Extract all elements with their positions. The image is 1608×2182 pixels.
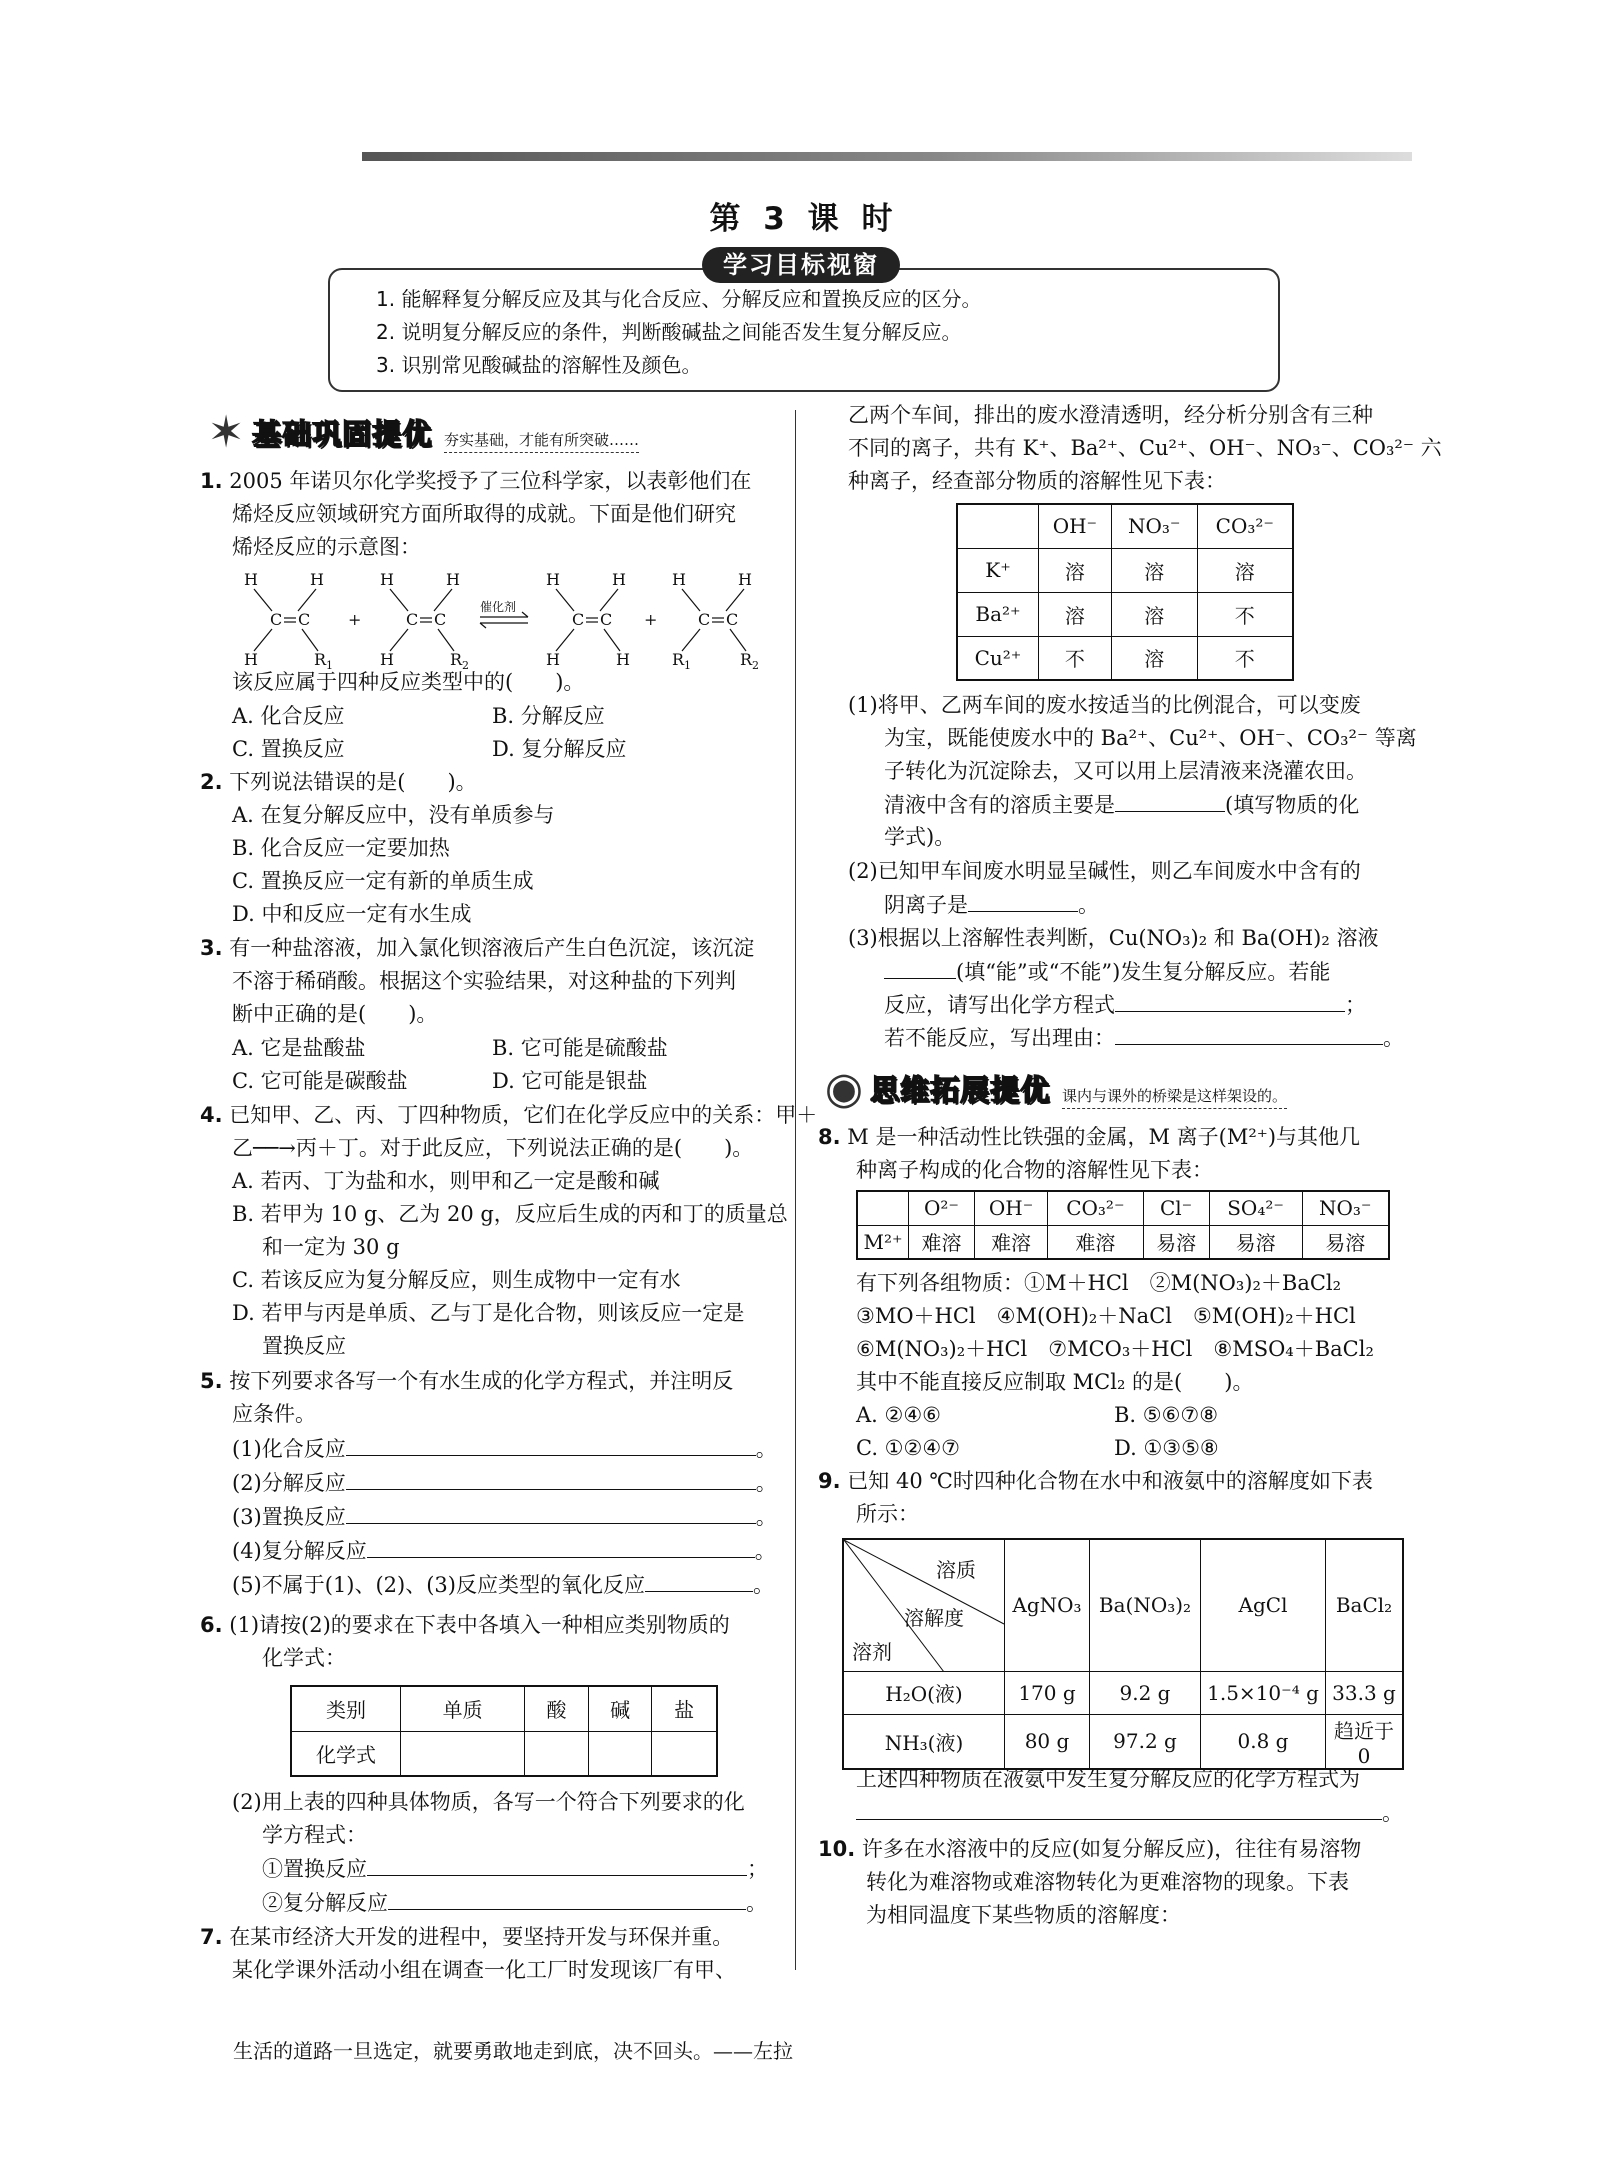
top-decorative-bar	[362, 152, 1412, 161]
svg-text:H: H	[546, 570, 560, 589]
answer-blank[interactable]	[1115, 789, 1225, 812]
table-cell: 难溶	[1048, 1225, 1143, 1259]
q4-option: 和一定为 30 g	[262, 1235, 400, 1259]
q10-text: 为相同温度下某些物质的溶解度：	[866, 1903, 1181, 1927]
punct: 。	[754, 1539, 776, 1563]
q1-stem: 该反应属于四种反应类型中的( )。	[232, 670, 585, 694]
answer-cell[interactable]	[588, 1731, 652, 1776]
answer-blank[interactable]	[346, 1501, 756, 1524]
corner-label: 溶质	[936, 1558, 976, 1582]
table-header: NO₃⁻	[1302, 1191, 1389, 1225]
q3-option: D. 它可能是银盐	[492, 1069, 648, 1093]
q4-text: 乙──→丙＋丁。对于此反应，下列说法正确的是( )。	[232, 1136, 754, 1160]
q7-ions: 不同的离子，共有 K⁺、Ba²⁺、Cu²⁺、OH⁻、NO₃⁻、CO₃²⁻ 六	[848, 436, 1442, 460]
svg-text:R: R	[672, 650, 685, 669]
q1-option: D. 复分解反应	[492, 737, 627, 761]
q4-option: A. 若丙、丁为盐和水，则甲和乙一定是酸和碱	[232, 1169, 660, 1193]
table-header: AgCl	[1201, 1539, 1326, 1671]
table-header	[857, 1191, 909, 1225]
goal-item: 1. 能解释复分解反应及其与化合反应、分解反应和置换反应的区分。	[376, 287, 982, 311]
svg-text:R: R	[314, 650, 327, 669]
svg-text:H: H	[616, 650, 630, 669]
answer-blank[interactable]	[1115, 989, 1345, 1012]
goal-item: 2. 说明复分解反应的条件，判断酸碱盐之间能否发生复分解反应。	[376, 320, 962, 344]
svg-text:+: +	[644, 610, 658, 629]
q7-text: 乙两个车间，排出的废水澄清透明，经分析分别含有三种	[848, 403, 1373, 427]
svg-text:H: H	[244, 570, 258, 589]
q7-text: 种离子，经查部分物质的溶解性见下表：	[848, 469, 1226, 493]
q2-option: A. 在复分解反应中，没有单质参与	[232, 803, 555, 827]
q8-text: 其中不能直接反应制取 MCl₂ 的是( )。	[856, 1370, 1254, 1394]
question-number: 5.	[200, 1369, 223, 1393]
q6-text: 化学式：	[262, 1646, 346, 1670]
table-cell: M²⁺	[857, 1225, 909, 1259]
table-cell: 趋近于 0	[1326, 1714, 1404, 1769]
q7-sub: 反应，请写出化学方程式	[884, 993, 1115, 1017]
q1-text: 2005 年诺贝尔化学奖授予了三位科学家，以表彰他们在	[229, 469, 752, 493]
svg-text:C: C	[572, 610, 585, 629]
table-cell: 溶	[1039, 592, 1112, 636]
q6-text: (2)用上表的四种具体物质，各写一个符合下列要求的化	[232, 1790, 745, 1814]
q7-sub: (填写物质的化	[1225, 793, 1360, 817]
punct: 。	[753, 1573, 774, 1597]
q4-option: D. 若甲与丙是单质、乙与丁是化合物，则该反应一定是	[232, 1301, 745, 1325]
table-cell: K⁺	[957, 548, 1039, 592]
answer-blank[interactable]	[884, 956, 956, 979]
svg-text:C: C	[298, 610, 311, 629]
olefin-reaction-diagram	[232, 565, 772, 670]
svg-text:H: H	[310, 570, 324, 589]
table-cell: 0.8 g	[1201, 1714, 1326, 1769]
table-cell: 难溶	[975, 1225, 1048, 1259]
table-corner-cell	[843, 1539, 1005, 1671]
section-title: 基础巩固提优	[252, 416, 433, 451]
q9-text: 上述四种物质在液氨中发生复分解反应的化学方程式为	[856, 1767, 1360, 1791]
q7-sub: 学式)。	[884, 825, 956, 849]
learning-goals-badge: 学习目标视窗	[702, 247, 900, 283]
q1-option: B. 分解反应	[492, 704, 605, 728]
q2-stem: 下列说法错误的是( )。	[229, 770, 477, 794]
q7-sub: 阴离子是	[884, 893, 968, 917]
q8-text: 有下列各组物质：①M＋HCl ②M(NO₃)₂＋BaCl₂	[856, 1271, 1342, 1295]
table-header: OH⁻	[1039, 504, 1112, 548]
page-title: 第 3 课 时	[709, 201, 899, 237]
table-cell: 易溶	[1143, 1225, 1209, 1259]
svg-text:R: R	[450, 650, 463, 669]
svg-text:C: C	[600, 610, 613, 629]
answer-blank[interactable]	[367, 1853, 747, 1876]
q8-option: B. ⑤⑥⑦⑧	[1114, 1403, 1219, 1427]
q7-sub: (填“能”或“不能”)发生复分解反应。若能	[956, 960, 1331, 984]
table-header: CO₃²⁻	[1048, 1191, 1143, 1225]
q3-option: C. 它可能是碳酸盐	[232, 1069, 408, 1093]
q3-option: B. 它可能是硫酸盐	[492, 1036, 668, 1060]
punct: 。	[1078, 893, 1099, 917]
svg-text:1: 1	[684, 659, 691, 670]
q7-text: 在某市经济大开发的进程中，要坚持开发与环保并重。	[229, 1925, 734, 1949]
table-cell: NH₃(液)	[843, 1714, 1005, 1769]
q1-option: C. 置换反应	[232, 737, 345, 761]
svg-text:+: +	[348, 610, 362, 629]
q4-option: 置换反应	[262, 1334, 346, 1358]
table-cell: 不	[1197, 636, 1293, 680]
punct: 。	[746, 1891, 767, 1915]
table-header: SO₄²⁻	[1209, 1191, 1302, 1225]
answer-blank[interactable]	[968, 889, 1078, 912]
goal-item: 3. 识别常见酸碱盐的溶解性及颜色。	[376, 353, 702, 377]
table-cell: 溶	[1111, 592, 1197, 636]
q9-text: 所示：	[856, 1502, 919, 1526]
svg-text:H: H	[446, 570, 460, 589]
q1-text: 烯烃反应的示意图：	[232, 535, 421, 559]
section-subtitle: 夯实基础，才能有所突破……	[444, 429, 639, 453]
question-number: 10.	[818, 1837, 856, 1861]
svg-text:C: C	[434, 610, 447, 629]
answer-cell[interactable]	[401, 1731, 525, 1776]
answer-blank[interactable]	[346, 1433, 756, 1456]
punct: 。	[755, 1437, 777, 1461]
answer-blank[interactable]	[856, 1797, 1382, 1820]
svg-text:C: C	[406, 610, 419, 629]
q6-text: (1)请按(2)的要求在下表中各填入一种相应类别物质的	[229, 1613, 730, 1637]
q10-text: 许多在水溶液中的反应(如复分解反应)，往往有易溶物	[861, 1837, 1362, 1861]
q7-sub: (3)根据以上溶解性表判断，Cu(NO₃)₂ 和 Ba(OH)₂ 溶液	[848, 926, 1379, 950]
q4-option: B. 若甲为 10 g、乙为 20 g，反应后生成的丙和丁的质量总	[232, 1202, 788, 1226]
question-number: 6.	[200, 1613, 223, 1637]
table-cell: 1.5×10⁻⁴ g	[1201, 1671, 1326, 1714]
q3-text: 不溶于稀硝酸。根据这个实验结果，对这种盐的下列判	[232, 969, 736, 993]
table-cell: 不	[1039, 636, 1112, 680]
table-cell: 不	[1197, 592, 1293, 636]
q7-sub: 清液中含有的溶质主要是	[884, 793, 1115, 817]
table-header: 盐	[652, 1686, 717, 1731]
table-cell: 33.3 g	[1326, 1671, 1404, 1714]
svg-text:R: R	[740, 650, 753, 669]
q7-sub: 子转化为沉淀除去，又可以用上层清液来浇灌农田。	[884, 759, 1367, 783]
svg-text:H: H	[546, 650, 560, 669]
q10-text: 转化为难溶物或难溶物转化为更难溶物的现象。下表	[866, 1870, 1349, 1894]
table-cell: 97.2 g	[1090, 1714, 1201, 1769]
section-title: 思维拓展提优	[870, 1072, 1051, 1107]
table-cell: 80 g	[1005, 1714, 1090, 1769]
q9-text: 已知 40 ℃时四种化合物在水中和液氨中的溶解度如下表	[847, 1469, 1373, 1493]
q2-option: D. 中和反应一定有水生成	[232, 902, 472, 926]
q6-category-table	[290, 1685, 718, 1777]
q5-item: (3)置换反应	[232, 1505, 346, 1529]
svg-text:H: H	[612, 570, 626, 589]
question-number: 4.	[200, 1103, 223, 1127]
q8-text: M 是一种活动性比铁强的金属，M 离子(M²⁺)与其他几	[847, 1125, 1361, 1149]
table-header: CO₃²⁻	[1197, 504, 1293, 548]
punct: 。	[755, 1471, 777, 1495]
q8-option: C. ①②④⑦	[856, 1436, 960, 1460]
table-cell: 溶	[1039, 548, 1112, 592]
q8-option: D. ①③⑤⑧	[1114, 1436, 1219, 1460]
svg-text:C: C	[698, 610, 711, 629]
q5-item: (5)不属于(1)、(2)、(3)反应类型的氧化反应	[232, 1573, 645, 1597]
q8-text: 种离子构成的化合物的溶解性见下表：	[856, 1158, 1213, 1182]
svg-text:2: 2	[752, 659, 759, 670]
q7-text: 某化学课外活动小组在调查一化工厂时发现该厂有甲、	[232, 1958, 736, 1982]
q8-solubility-table	[856, 1190, 1390, 1260]
table-cell: 溶	[1111, 636, 1197, 680]
q3-option: A. 它是盐酸盐	[232, 1036, 366, 1060]
table-header: 类别	[291, 1686, 401, 1731]
table-cell: H₂O(液)	[843, 1671, 1005, 1714]
table-header: Cl⁻	[1143, 1191, 1209, 1225]
catalyst-label: 催化剂	[480, 600, 517, 614]
svg-text:H: H	[672, 570, 686, 589]
table-header	[957, 504, 1039, 548]
q7-sub: 为宝，既能使废水中的 Ba²⁺、Cu²⁺、OH⁻、CO₃²⁻ 等离	[884, 726, 1417, 750]
section-subtitle: 课内与课外的桥梁是这样架设的。	[1062, 1085, 1287, 1109]
section-banner-extension	[818, 1062, 1288, 1114]
table-header: 单质	[401, 1686, 525, 1731]
question-number: 2.	[200, 770, 223, 794]
q2-option: C. 置换反应一定有新的单质生成	[232, 869, 534, 893]
svg-text:C: C	[726, 610, 739, 629]
q2-option: B. 化合反应一定要加热	[232, 836, 450, 860]
column-divider	[795, 410, 796, 1970]
question-number: 7.	[200, 1925, 223, 1949]
corner-label: 溶剂	[852, 1640, 892, 1664]
question-number: 3.	[200, 936, 223, 960]
table-cell: Ba²⁺	[957, 592, 1039, 636]
table-header: 酸	[525, 1686, 589, 1731]
corner-label: 溶解度	[904, 1606, 964, 1630]
answer-blank[interactable]	[645, 1569, 753, 1592]
answer-blank[interactable]	[346, 1467, 756, 1490]
footer-quote: 生活的道路一旦选定，就要勇敢地走到底，决不回头。——左拉	[233, 2039, 793, 2063]
q5-item: (2)分解反应	[232, 1471, 346, 1495]
q5-item: (1)化合反应	[232, 1437, 346, 1461]
q7-solubility-table	[956, 503, 1294, 681]
q9-solubility-table	[842, 1538, 1404, 1770]
q7-sub: (2)已知甲车间废水明显呈碱性，则乙车间废水中含有的	[848, 859, 1361, 883]
q8-text: ⑥M(NO₃)₂＋HCl ⑦MCO₃＋HCl ⑧MSO₄＋BaCl₂	[856, 1337, 1374, 1361]
q6-item: ②复分解反应	[262, 1891, 388, 1915]
q5-item: (4)复分解反应	[232, 1539, 367, 1563]
question-number: 9.	[818, 1469, 841, 1493]
table-cell: 170 g	[1005, 1671, 1090, 1714]
q1-text: 烯烃反应领域研究方面所取得的成就。下面是他们研究	[232, 502, 736, 526]
svg-text:H: H	[380, 650, 394, 669]
q8-text: ③MO＋HCl ④M(OH)₂＋NaCl ⑤M(OH)₂＋HCl	[856, 1304, 1356, 1328]
punct: 。	[1382, 1801, 1403, 1825]
q6-text: 学方程式：	[262, 1823, 367, 1847]
answer-cell[interactable]	[525, 1731, 589, 1776]
svg-text:H: H	[244, 650, 258, 669]
table-header: AgNO₃	[1005, 1539, 1090, 1671]
answer-blank[interactable]	[367, 1535, 755, 1558]
svg-text:C: C	[270, 610, 283, 629]
answer-blank[interactable]	[1115, 1022, 1383, 1045]
table-cell: 溶	[1111, 548, 1197, 592]
punct: ；	[1345, 993, 1366, 1017]
q7-sub: 若不能反应，写出理由：	[884, 1026, 1115, 1050]
q4-text: 已知甲、乙、丙、丁四种物质，它们在化学反应中的关系：甲＋	[229, 1103, 818, 1127]
table-header: NO₃⁻	[1111, 504, 1197, 548]
q6-item: ①置换反应	[262, 1857, 367, 1881]
starfish-icon: ✶	[207, 406, 245, 458]
table-row-label: 化学式	[291, 1731, 401, 1776]
svg-text:H: H	[380, 570, 394, 589]
question-number: 1.	[200, 469, 223, 493]
punct: ；	[747, 1857, 768, 1881]
q3-text: 有一种盐溶液，加入氯化钡溶液后产生白色沉淀，该沉淀	[229, 936, 755, 960]
table-cell: 9.2 g	[1090, 1671, 1201, 1714]
table-header: Ba(NO₃)₂	[1090, 1539, 1201, 1671]
answer-blank[interactable]	[388, 1887, 746, 1910]
answer-cell[interactable]	[652, 1731, 717, 1776]
table-cell: 易溶	[1302, 1225, 1389, 1259]
table-cell: 易溶	[1209, 1225, 1302, 1259]
q4-option: C. 若该反应为复分解反应，则生成物中一定有水	[232, 1268, 681, 1292]
table-cell: 难溶	[909, 1225, 975, 1259]
svg-text:2: 2	[462, 659, 469, 670]
table-cell: Cu²⁺	[957, 636, 1039, 680]
punct: 。	[1383, 1026, 1404, 1050]
table-header: O²⁻	[909, 1191, 975, 1225]
table-cell: 溶	[1197, 548, 1293, 592]
table-header: BaCl₂	[1326, 1539, 1404, 1671]
q1-option: A. 化合反应	[232, 704, 345, 728]
section-banner-basic	[200, 406, 640, 458]
q5-text: 应条件。	[232, 1402, 316, 1426]
q5-text: 按下列要求各写一个有水生成的化学方程式，并注明反	[229, 1369, 734, 1393]
question-number: 8.	[818, 1125, 841, 1149]
q8-option: A. ②④⑥	[856, 1403, 941, 1427]
punct: 。	[755, 1505, 777, 1529]
svg-text:H: H	[738, 570, 752, 589]
table-header: 碱	[588, 1686, 652, 1731]
shell-icon: ◉	[824, 1062, 864, 1114]
svg-text:1: 1	[326, 659, 333, 670]
q7-sub: (1)将甲、乙两车间的废水按适当的比例混合，可以变废	[848, 693, 1361, 717]
q3-text: 断中正确的是( )。	[232, 1002, 438, 1026]
table-header: OH⁻	[975, 1191, 1048, 1225]
